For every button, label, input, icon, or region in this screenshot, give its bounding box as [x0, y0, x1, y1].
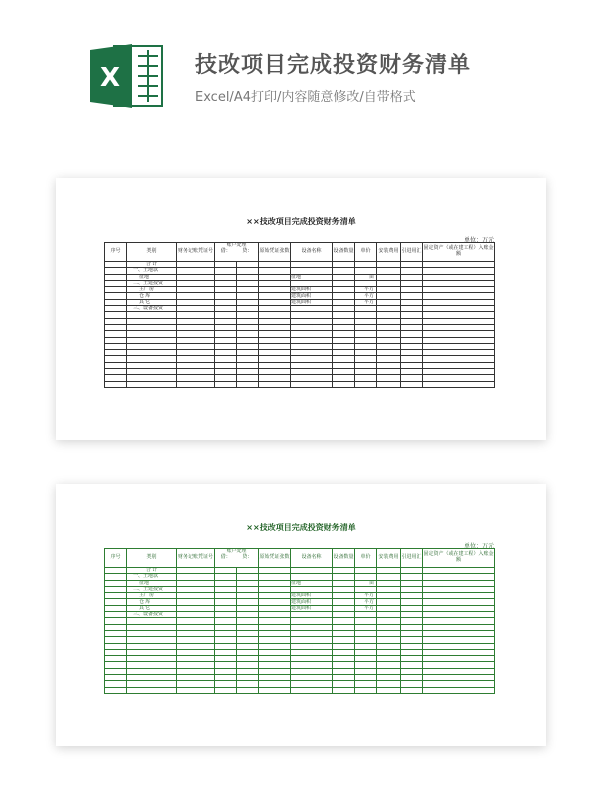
page-header: [0, 0, 600, 160]
table-cell: 平方: [355, 287, 377, 293]
account-sub-labels: [215, 249, 258, 255]
col-header: 设备数量: [333, 549, 355, 568]
account-label: 账户处理: [226, 549, 247, 554]
sheet-preview-black: [56, 178, 546, 440]
table-cell: [259, 381, 291, 387]
col-header: 引进用汇: [401, 549, 423, 568]
table-row: [105, 687, 495, 693]
table-cell: 仓 库: [127, 293, 177, 299]
account-sub-labels: [215, 555, 258, 561]
table-cell: [177, 381, 215, 387]
col-header-account: [215, 549, 259, 568]
page-subtitle: Excel/A4打印/内容随意修改/自带格式: [195, 90, 416, 105]
table-cell: 一、土地款: [127, 574, 177, 580]
sheet-title: ××技改项目完成投资财务清单: [246, 523, 356, 532]
sheet-preview-green: [56, 484, 546, 746]
table-cell: 三、设备投资: [127, 306, 177, 312]
table-cell: [127, 687, 177, 693]
table-header-row: [105, 549, 495, 568]
table-cell: 二、土建投资: [127, 280, 177, 286]
account-label: 账户处理: [226, 243, 247, 248]
table-cell: 建筑面积: [291, 593, 333, 599]
table-cell: 征地: [291, 580, 333, 586]
table-cell: 其 它: [127, 299, 177, 305]
finance-table-grid: [104, 548, 495, 694]
col-header-account: [215, 243, 259, 262]
table-cell: [355, 687, 377, 693]
table-cell: 主厂房: [127, 287, 177, 293]
table-cell: 征地: [127, 274, 177, 280]
col-header: 财务记账凭证号: [177, 243, 215, 262]
table-cell: [401, 381, 423, 387]
col-header: 单价: [355, 549, 377, 568]
col-header: 设备数量: [333, 243, 355, 262]
table-cell: [377, 687, 401, 693]
table-row: [105, 381, 495, 387]
col-header: 单价: [355, 243, 377, 262]
table-cell: 建筑面积: [291, 605, 333, 611]
page-title: 技改项目完成投资财务清单: [195, 53, 472, 78]
table-cell: 亩: [355, 274, 377, 280]
unit-label: 单位：万元: [463, 237, 494, 244]
col-header: 类别: [127, 549, 177, 568]
table-cell: 合 计: [127, 568, 177, 574]
finance-table: [104, 242, 494, 384]
table-cell: [291, 381, 333, 387]
svg-text:X: X: [99, 63, 121, 93]
table-cell: 建筑面积: [291, 599, 333, 605]
table-cell: 其 它: [127, 605, 177, 611]
table-cell: 亩: [355, 580, 377, 586]
table-cell: [127, 381, 177, 387]
account-sub-label: 贷：: [242, 555, 253, 560]
table-cell: [105, 381, 127, 387]
account-sub-label: 借：: [220, 555, 231, 560]
table-cell: 二、土建投资: [127, 586, 177, 592]
table-cell: [423, 381, 495, 387]
table-cell: [423, 687, 495, 693]
col-header: 固定资产（或在建工程）入账金额: [423, 549, 495, 568]
table-cell: [333, 687, 355, 693]
table-cell: [401, 687, 423, 693]
account-sub-label: 借：: [220, 249, 231, 254]
col-header: 序号: [105, 549, 127, 568]
unit-label: 单位：万元: [463, 543, 494, 550]
table-cell: [377, 381, 401, 387]
table-cell: 平方: [355, 293, 377, 299]
table-cell: 合 计: [127, 262, 177, 268]
table-cell: [215, 381, 237, 387]
col-header: 财务记账凭证号: [177, 549, 215, 568]
table-cell: [105, 687, 127, 693]
account-sub-label: 贷：: [242, 249, 253, 254]
table-cell: 平方: [355, 605, 377, 611]
col-header: 原始凭证张数: [259, 243, 291, 262]
col-header: 设备名称: [291, 549, 333, 568]
col-header: 序号: [105, 243, 127, 262]
col-header: 引进用汇: [401, 243, 423, 262]
col-header: 安装费用: [377, 243, 401, 262]
table-cell: 平方: [355, 599, 377, 605]
table-cell: [355, 381, 377, 387]
table-cell: 建筑面积: [291, 293, 333, 299]
table-cell: [237, 381, 259, 387]
sheet-title: ××技改项目完成投资财务清单: [246, 217, 356, 226]
excel-logo-icon: [88, 42, 164, 110]
col-header: 原始凭证张数: [259, 549, 291, 568]
table-cell: [291, 687, 333, 693]
table-cell: 平方: [355, 593, 377, 599]
table-cell: 征地: [127, 580, 177, 586]
col-header: 固定资产（或在建工程）入账金额: [423, 243, 495, 262]
table-cell: [215, 687, 237, 693]
table-cell: 仓 库: [127, 599, 177, 605]
table-cell: 建筑面积: [291, 287, 333, 293]
finance-table: [104, 548, 494, 690]
table-cell: 主厂房: [127, 593, 177, 599]
table-header-row: [105, 243, 495, 262]
table-cell: 三、设备投资: [127, 612, 177, 618]
col-header: 设备名称: [291, 243, 333, 262]
finance-table-grid: [104, 242, 495, 388]
table-cell: [333, 381, 355, 387]
table-cell: 征地: [291, 274, 333, 280]
table-cell: 建筑面积: [291, 299, 333, 305]
table-cell: [259, 687, 291, 693]
col-header: 安装费用: [377, 549, 401, 568]
table-cell: [177, 687, 215, 693]
table-cell: [237, 687, 259, 693]
col-header: 类别: [127, 243, 177, 262]
table-cell: 一、土地款: [127, 268, 177, 274]
table-cell: 平方: [355, 299, 377, 305]
